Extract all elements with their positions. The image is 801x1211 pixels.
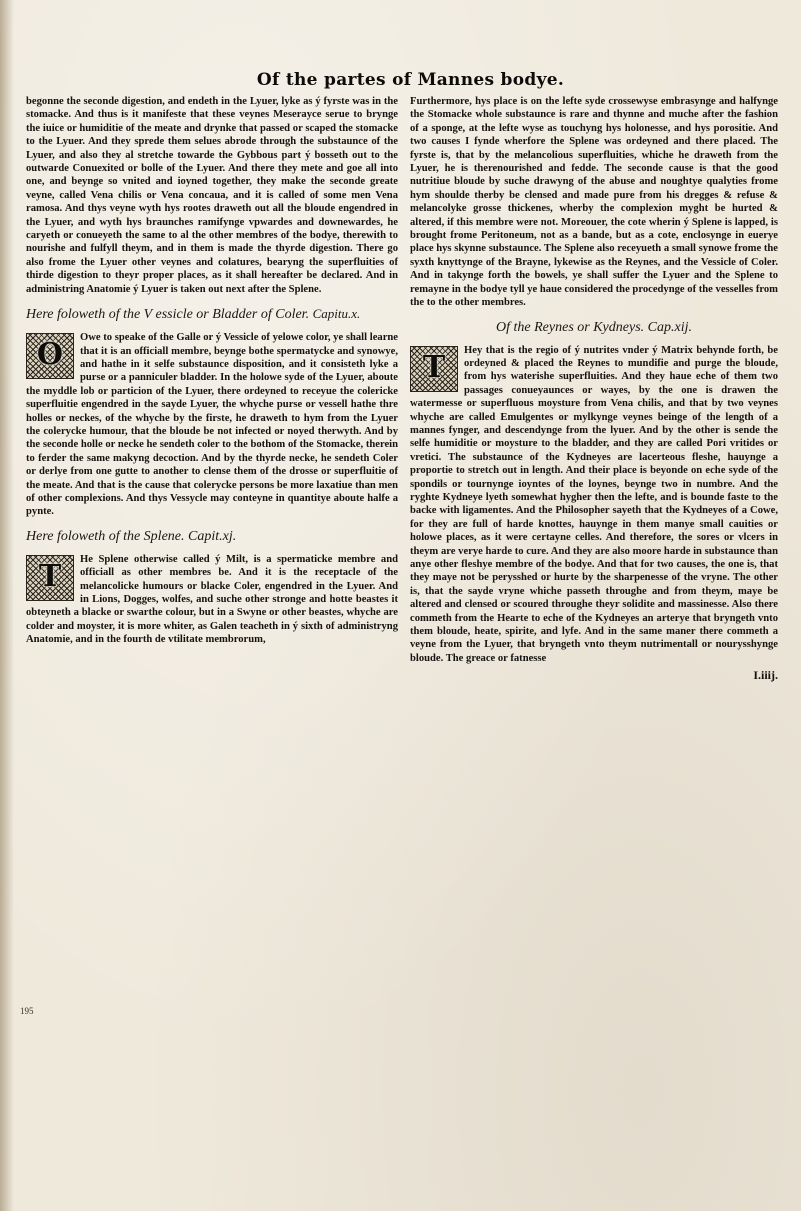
heading-reynes-title: Of the Reynes or Kydneys. Cap.xij. [496,319,692,335]
left-paragraph-liver: begonne the seconde digestion, and endeth in the Lyuer, lyke as ý fyrste was in the stomacke. And thus is it manifeste that these veynes Meserayce serue to brynge the iuice or humiditie of the meate and drynke that passed or scaped the stomacke to the Lyuer. And they sprede them selues abrode through the substaunce of the Lyuer, and also they al stretche towarde the Gybbous part ý bosseth out to the outwarde Conuexited or bolle of the Lyuer. And there they mete and goe all into one, and beynge so vnited and ioyned together, they make the seconde greate veyne, called Vena chilis or Vena concaua, and it is called of some men Vena ramosa. And thys veyne wyth hys rootes draweth out all the bloude engendred in the Lyuer, and wyth hys braunches ramifynge vpwardes and downewardes, he caryeth or conueyeth the same to al the other membres of the bodye, therewith to nourishe and fulfyll theym, and in them is made the thyrde digestion. There go also frome the Lyuer other veynes and colatures, bearyng the superfluities of thirde digestion to theyr proper places, as it shall hereafter be declared. And in administring Anatomie ý Lyuer is taken out next after the Splene. [26,96,398,295]
signature-mark: I.iiij. [753,668,778,683]
heading-bladder-title: Here foloweth of the V essicle or Bladder of Coler. [26,307,310,323]
heading-bladder-chapter: Capitu.x. [312,306,361,322]
heading-bladder-of-coler [26,306,398,323]
left-paragraph-splene: He Splene otherwise called ý Milt, is a spermaticke membre and officiall as other membres be. And it is the receptacle of the melancolicke humours or blacke Coler, engendred in the Lyuer. And in Lions, Dogges, wolfes, and suche other stronge and hotte beastes it obteyneth a blacke or swarthe colour, but in a Swyne or other beastes, whyche are colder and moyster, it is more whiter, as Galen teacheth in ý sixth of administryng Anatomie, and in the fourth de vtilitate membrorum, [26,553,398,646]
right-column [410,95,778,683]
drop-initial-decorated-icon [26,333,74,379]
heading-reynes [410,320,778,336]
drop-initial-decorated-icon [26,555,74,601]
left-column [26,95,398,647]
running-head: Of the partes of Mannes bodye. [256,70,565,90]
heading-splene-title: Here foloweth of the Splene. Capit.xj. [26,528,237,544]
drop-initial-decorated-icon [410,346,458,392]
drop-initial-letter: O [36,337,64,373]
folio-number: 195 [20,1006,34,1016]
heading-splene [26,529,398,545]
drop-initial-letter: T [422,349,446,385]
right-paragraph-reynes: Hey that is the regio of ý nutrites vnder ý Matrix behynde forth, be ordeyned & placed the Reynes to mundifie and purge the bloude, from hys waterishe superfluities. And they haue eche of them two passages conueyaunces or wayes, by the one is drawen the watermesse or superfluous moysture from Vena chilis, and that by two veynes whyche are called Emulgentes or mylkynge veynes beinge of the length of a mannes fynger, and descendynge from the lyuer. And by the other is sende the selfe humiditie or moysture to the bladder, and they are called Pori vritides or vretici. The substaunce of the Kydneyes are lacerteous fleshe, hauynge a proportie to stretch out in length. And their place is beyonde on eche syde of the spondils or tournynge ioyntes of the loynes, beynge two in numbre. And the ryghte Kydneye lyeth somewhat hygher then the lefte, and is bounde faste to the backe with ligamentes. And the Philosopher sayeth that the Kydneyes of a Cowe, for they are full of harde knottes, hauynge in them manye small cauities or holowe places, as it were certayne celles. And therefore, the sores or vlcers in theym are verye harde to cure. And they are also moore harde in substaunce than anye other fleshye membre of the bodye. And that for two causes, the one is, that they maye not be perysshed or hurte by the sharpenesse of the vryne. The other is, that the sayde vryne whiche passeth throughe and from theym, maye be altered and clensed or scoured throughe theyr solidite and massinesse. Also there commeth from the Hearte to eche of the Kydneyes an arterye that bryngeth vnto them bloude, heate, spirite, and lyfe. And in the same maner there commeth a veyne from the Lyuer, that bryngeth vnto theym nutrimentall or nourysshynge bloude. The greace or fatnesse [410,344,778,664]
right-paragraph-splene-continued: Furthermore, hys place is on the lefte syde crossewyse embrasynge and halfynge the Stomacke whole substaunce is rare and thynne and muche after the fashion of a sponge, at the lefte wyse as touchyng hys holonesse, and hys porositie. And two causes I fynde wherfore the Splene was ordeyned and there placed. The fyrste is, that by the melancolious superfluities, whiche he draweth from the Lyuer, he is therenourished and fedde. The seconde cause is that the good nutritiue bloude by suche drawyng of the abuse and noughtye qualyties frome hym shoulde therby be clensed and made pure from his dregges & refuse & melancolyke grosse thickenes, wherby the complexion myght be hurted & altered, if this membre were not. Moreouer, the cote wherin ý Splene is lapped, is brought frome Peritoneum, not as a bande, but as a cote, enclosynge in euerye place hys skynne substaunce. The Splene also receyueth a small synowe frome the syxth knyttynge of the Brayne, lykewise as the Reynes, and the Vessicle of Coler. And in takynge forth the bowels, ye shall suffer the Lyuer and the Splene to remayne in the bodye tyll ye haue considered the procedynge of the vesselles from the to the other membres. [410,96,778,309]
page-edge-shadow [0,0,14,1211]
drop-initial-letter: T [38,558,62,594]
left-paragraph-galle: Owe to speake of the Galle or ý Vessicle of yelowe color, ye shall learne that it is an officiall membre, beynge bothe spermatycke and synowye, and hathe in it selfe substaunce disposition, and it consisteth lyke a purse or a panniculer bladder. In the holowe syde of the Lyuer, aboute the myddle lob or particion of the Lyuer, there ordeyned to receyue the colericke superfluitie engendred in the sayde Lyuer, the whyche purse or vessell hathe thre holles or neckes, of the whyche by the firste, he draweth to hym from the Lyuer the colerycke humour, that the bloude be not infected or noyed therwyth. And by the seconde holle or necke he sendeth coler to the bothom of the Stomacke, therein to ferder the same makyng decoction. And by the thyrde necke, he sendeth Coler or derlye from one gutte to another to clense them of the drosse or superfluitie of the meate. And that is the cause that colerycke persons be more laxatiue than men of other complexions. And thys Vessycle may conteyne in quantitye aboute halfe a pynte. [26,332,398,518]
